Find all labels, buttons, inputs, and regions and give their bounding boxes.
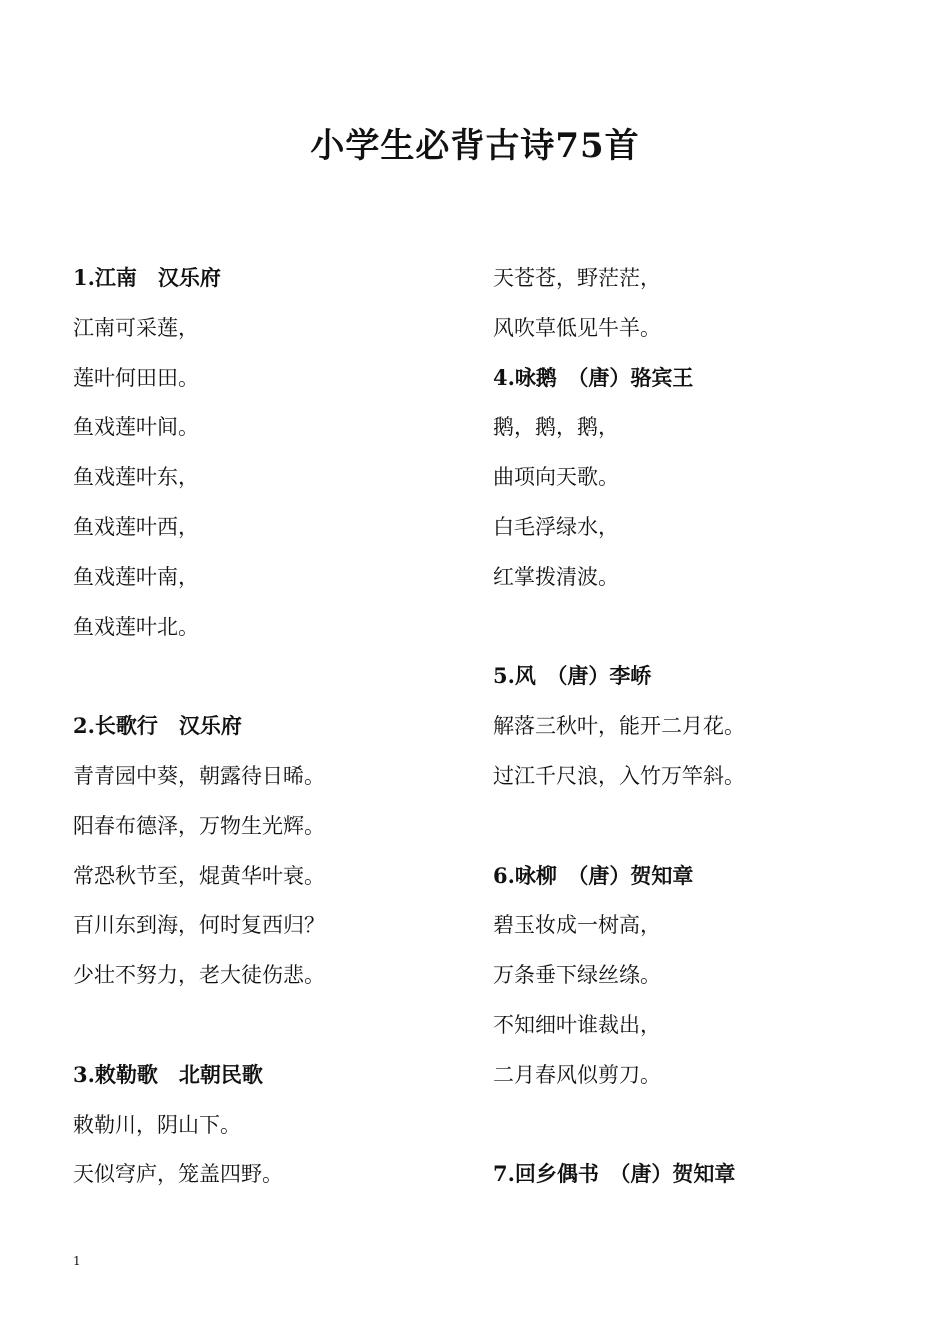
- poem-line: 青青园中葵，朝露待日晞。: [73, 764, 325, 788]
- poem-line: 江南可采莲，: [73, 315, 199, 340]
- poem-line: 鱼戏莲叶西，: [73, 515, 199, 539]
- poem-line: 二月春风似剪刀。: [493, 1062, 661, 1087]
- poem-line: 解落三秋叶，能开二月花。: [493, 714, 745, 739]
- poem-line: 少壮不努力，老大徒伤悲。: [73, 963, 325, 988]
- poem-line: 百川东到海，何时复西归？: [73, 913, 325, 938]
- poem-line: 敕勒川，阴山下。: [73, 1112, 241, 1137]
- poem-line: 鱼戏莲叶南，: [73, 564, 199, 589]
- poem-line: 阳春布德泽，万物生光辉。: [73, 813, 325, 838]
- poem-heading: 6.咏柳 （唐）贺知章: [493, 862, 694, 888]
- poem-line: 莲叶何田田。: [73, 365, 199, 390]
- poem-line: 天似穹庐，笼盖四野。: [73, 1162, 283, 1187]
- poem-heading: 1.江南 汉乐府: [73, 265, 221, 290]
- poem-line: 鹅，鹅，鹅，: [493, 415, 619, 440]
- poem-line: 万条垂下绿丝绦。: [493, 963, 661, 988]
- poem-heading: 7.回乡偶书 （唐）贺知章: [493, 1161, 736, 1187]
- poem-line: 不知细叶谁裁出，: [493, 1013, 661, 1037]
- poem-heading: 5.风 （唐）李峤: [493, 663, 652, 689]
- poem-line: 过江千尺浪，入竹万竿斜。: [493, 764, 745, 788]
- page-title: 小学生必背古诗75首: [310, 126, 640, 166]
- poem-line: 曲项向天歌。: [493, 465, 619, 490]
- poem-line: 白毛浮绿水，: [493, 515, 619, 539]
- poem-line: 鱼戏莲叶间。: [73, 415, 199, 440]
- poem-line: 鱼戏莲叶东，: [73, 465, 199, 490]
- page-number: 1: [73, 1254, 81, 1268]
- poem-heading: 4.咏鹅 （唐）骆宾王: [493, 364, 694, 390]
- poem-line: 风吹草低见牛羊。: [493, 315, 661, 340]
- poem-line: 红掌拨清波。: [493, 564, 619, 589]
- poem-line: 天苍苍，野茫茫，: [493, 266, 661, 290]
- poem-heading: 3.敕勒歌 北朝民歌: [73, 1061, 263, 1087]
- poem-heading: 2.长歌行 汉乐府: [73, 713, 242, 739]
- poem-line: 常恐秋节至，焜黄华叶衰。: [73, 863, 325, 888]
- poem-line: 鱼戏莲叶北。: [73, 614, 199, 639]
- poem-line: 碧玉妆成一树高，: [493, 913, 661, 938]
